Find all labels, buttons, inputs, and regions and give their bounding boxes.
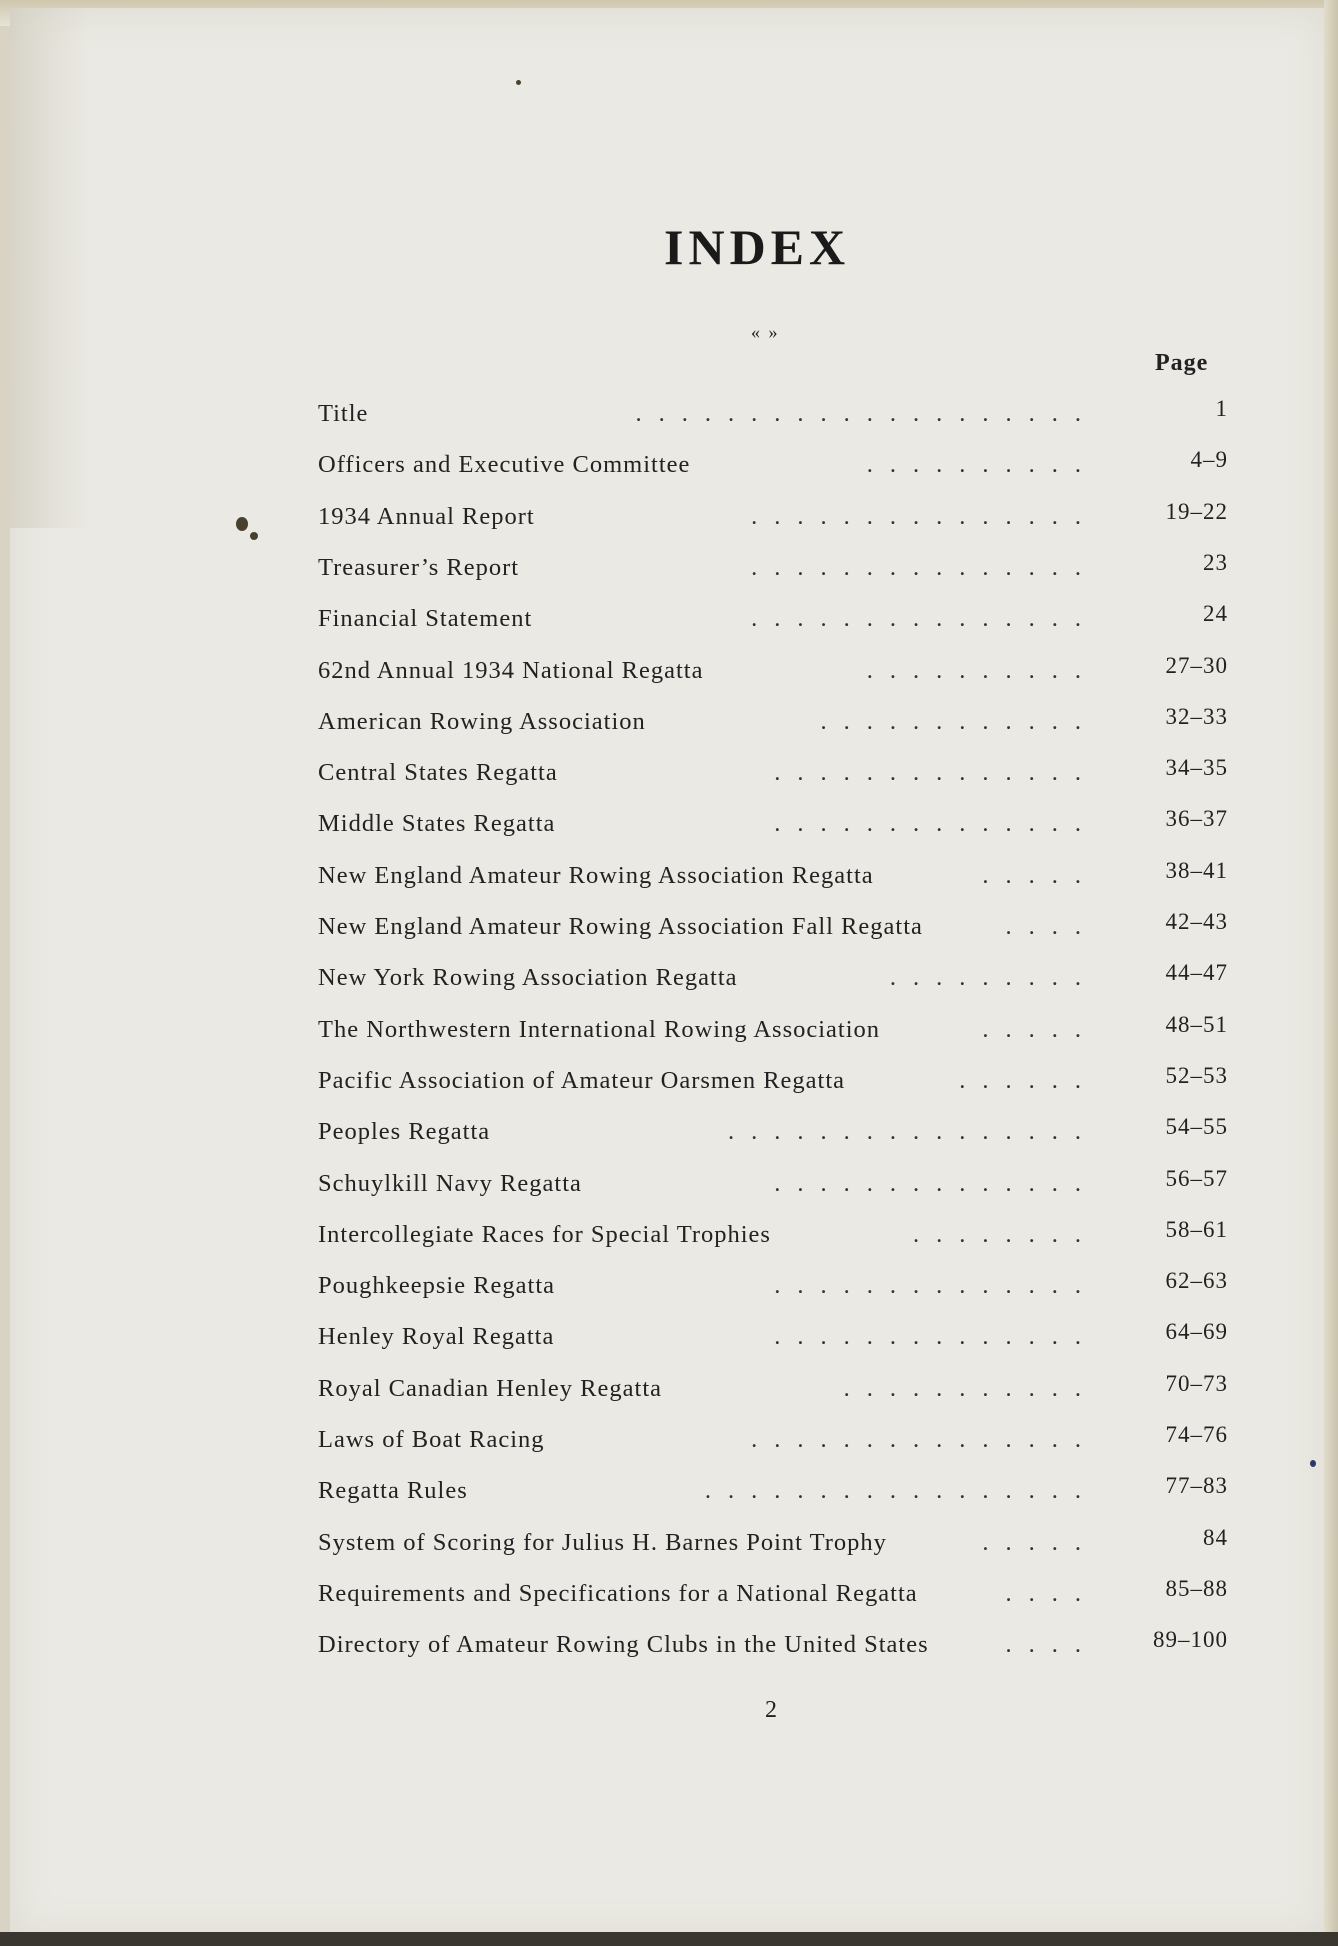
ornament-glyph: « » bbox=[751, 322, 780, 342]
index-entry bbox=[318, 857, 1228, 896]
dot-leader: .................... bbox=[635, 400, 1098, 427]
index-entry-page: 77–83 bbox=[1165, 1473, 1228, 1499]
index-entry-label: 62nd Annual 1934 National Regatta bbox=[318, 656, 704, 684]
index-entry-page: 34–35 bbox=[1165, 755, 1228, 781]
index-entry-page: 24 bbox=[1203, 601, 1228, 627]
dot-leader: ..... bbox=[982, 1528, 1098, 1556]
index-entry-page: 56–57 bbox=[1165, 1165, 1228, 1191]
paper-speck bbox=[236, 517, 248, 531]
dot-leader: ............... bbox=[751, 1426, 1098, 1453]
index-entry-page: 85–88 bbox=[1165, 1575, 1228, 1601]
dot-leader: ............... bbox=[751, 502, 1098, 530]
index-entry-page: 52–53 bbox=[1165, 1062, 1228, 1088]
dot-leader: .............. bbox=[774, 1272, 1098, 1300]
index-entry-page: 89–100 bbox=[1153, 1627, 1228, 1653]
index-entry-label: New York Rowing Association Regatta bbox=[318, 964, 738, 992]
dot-leader: ......... bbox=[889, 964, 1098, 992]
index-entry-label: Henley Royal Regatta bbox=[318, 1323, 555, 1351]
index-entry bbox=[318, 1011, 1228, 1050]
dot-leader: ............... bbox=[751, 605, 1098, 633]
index-entry-page: 4–9 bbox=[1190, 447, 1228, 473]
index-entry-label: Treasurer’s Report bbox=[318, 553, 520, 581]
index-entry-label: Officers and Executive Committee bbox=[318, 451, 691, 479]
dot-leader: ................ bbox=[728, 1118, 1098, 1146]
index-entry bbox=[318, 806, 1228, 844]
index-entry-label: System of Scoring for Julius H. Barnes Point Trophy bbox=[318, 1528, 887, 1556]
dot-leader: ............ bbox=[820, 707, 1098, 735]
index-entry-label: Central States Regatta bbox=[318, 759, 558, 787]
page-title: INDEX bbox=[664, 219, 851, 275]
index-entry-page: 38–41 bbox=[1165, 857, 1228, 883]
index-entry-label: 1934 Annual Report bbox=[318, 502, 535, 530]
index-entry-page: 27–30 bbox=[1165, 652, 1228, 678]
dot-leader: ................. bbox=[704, 1477, 1098, 1505]
index-entry-label: Schuylkill Navy Regatta bbox=[318, 1169, 582, 1197]
index-entry bbox=[318, 1627, 1228, 1665]
index-entry-label: Directory of Amateur Rowing Clubs in the United States bbox=[318, 1631, 929, 1659]
index-entry bbox=[318, 960, 1228, 998]
index-entry-label: Regatta Rules bbox=[318, 1477, 468, 1505]
index-entry-page: 32–33 bbox=[1165, 703, 1228, 729]
page-column-header: Page bbox=[1155, 350, 1209, 376]
index-entry-label: The Northwestern International Rowing Association bbox=[318, 1015, 881, 1043]
index-entry bbox=[318, 1575, 1228, 1614]
index-entry bbox=[318, 1165, 1228, 1204]
dot-leader: ..... bbox=[982, 1015, 1098, 1043]
index-entry-label: Title bbox=[318, 400, 369, 427]
dot-leader: .............. bbox=[774, 1169, 1098, 1197]
dot-leader: ............... bbox=[751, 553, 1098, 581]
index-entry bbox=[318, 1319, 1228, 1357]
index-entry-page: 48–51 bbox=[1165, 1011, 1228, 1037]
index-entry-label: Pacific Association of Amateur Oarsmen Regatta bbox=[318, 1066, 846, 1094]
index-entry-page: 64–69 bbox=[1165, 1319, 1228, 1345]
index-entry-label: Peoples Regatta bbox=[318, 1118, 491, 1146]
index-entry-page: 1 bbox=[1215, 396, 1228, 421]
index-entry-label: Royal Canadian Henley Regatta bbox=[318, 1374, 662, 1402]
dot-leader: .......... bbox=[866, 656, 1098, 684]
dot-leader: .......... bbox=[866, 451, 1098, 479]
index-entry-page: 42–43 bbox=[1165, 909, 1228, 934]
index-entry bbox=[318, 1216, 1228, 1255]
index-entry bbox=[318, 1268, 1228, 1306]
index-entry-page: 74–76 bbox=[1165, 1422, 1228, 1447]
index-entry-page: 23 bbox=[1203, 549, 1228, 575]
dot-leader: .... bbox=[1005, 913, 1098, 940]
index-entry bbox=[318, 1524, 1228, 1563]
dot-leader: .............. bbox=[774, 759, 1098, 787]
page-bottom-edge bbox=[0, 1932, 1338, 1946]
index-entry-label: Laws of Boat Racing bbox=[318, 1426, 545, 1453]
index-entry-label: Poughkeepsie Regatta bbox=[318, 1272, 556, 1300]
index-entry-label: Financial Statement bbox=[318, 605, 533, 633]
index-entry-label: New England Amateur Rowing Association Fall Regatta bbox=[318, 913, 923, 940]
index-entry-page: 58–61 bbox=[1165, 1216, 1228, 1242]
index-entry-page: 36–37 bbox=[1165, 806, 1228, 832]
dot-leader: ...... bbox=[959, 1066, 1098, 1094]
dot-leader: .... bbox=[1005, 1631, 1098, 1659]
paper-speck bbox=[516, 80, 521, 85]
paper-speck bbox=[1310, 1460, 1316, 1467]
paper-stain bbox=[10, 8, 90, 528]
dot-leader: ..... bbox=[982, 861, 1098, 889]
footer-page-number: 2 bbox=[765, 1697, 777, 1723]
index-entry bbox=[318, 1370, 1228, 1409]
index-entry-page: 19–22 bbox=[1165, 498, 1228, 524]
index-entry bbox=[318, 652, 1228, 691]
index-entry bbox=[318, 549, 1228, 588]
index-entry-label: Requirements and Specifications for a National Regatta bbox=[318, 1579, 918, 1607]
index-entry bbox=[318, 1422, 1228, 1460]
index-entry-label: Intercollegiate Races for Special Trophies bbox=[318, 1220, 771, 1248]
dot-leader: ........... bbox=[843, 1374, 1098, 1402]
index-entry bbox=[318, 1473, 1228, 1511]
index-entry bbox=[318, 601, 1228, 639]
index-entry-page: 84 bbox=[1203, 1524, 1228, 1550]
index-entry bbox=[318, 755, 1228, 793]
page-right-edge bbox=[1324, 0, 1338, 1946]
index-entry-label: American Rowing Association bbox=[318, 707, 646, 735]
index-entry bbox=[318, 703, 1228, 742]
index-entry bbox=[318, 447, 1228, 485]
index-entry-page: 62–63 bbox=[1165, 1268, 1228, 1294]
index-entry bbox=[318, 1062, 1228, 1101]
index-entry-label: New England Amateur Rowing Association Regatta bbox=[318, 861, 874, 889]
index-entry bbox=[318, 1114, 1228, 1152]
index-entry bbox=[318, 498, 1228, 537]
index-entry bbox=[318, 396, 1228, 434]
dot-leader: .............. bbox=[774, 1323, 1098, 1351]
index-entry bbox=[318, 909, 1228, 947]
index-entry-page: 54–55 bbox=[1165, 1114, 1228, 1140]
index-entry-page: 70–73 bbox=[1165, 1370, 1228, 1396]
index-entry-label: Middle States Regatta bbox=[318, 810, 556, 838]
dot-leader: .............. bbox=[774, 810, 1098, 838]
paper-speck bbox=[250, 532, 258, 540]
index-entry-page: 44–47 bbox=[1165, 960, 1228, 986]
dot-leader: .... bbox=[1005, 1579, 1098, 1607]
dot-leader: ........ bbox=[913, 1220, 1098, 1248]
